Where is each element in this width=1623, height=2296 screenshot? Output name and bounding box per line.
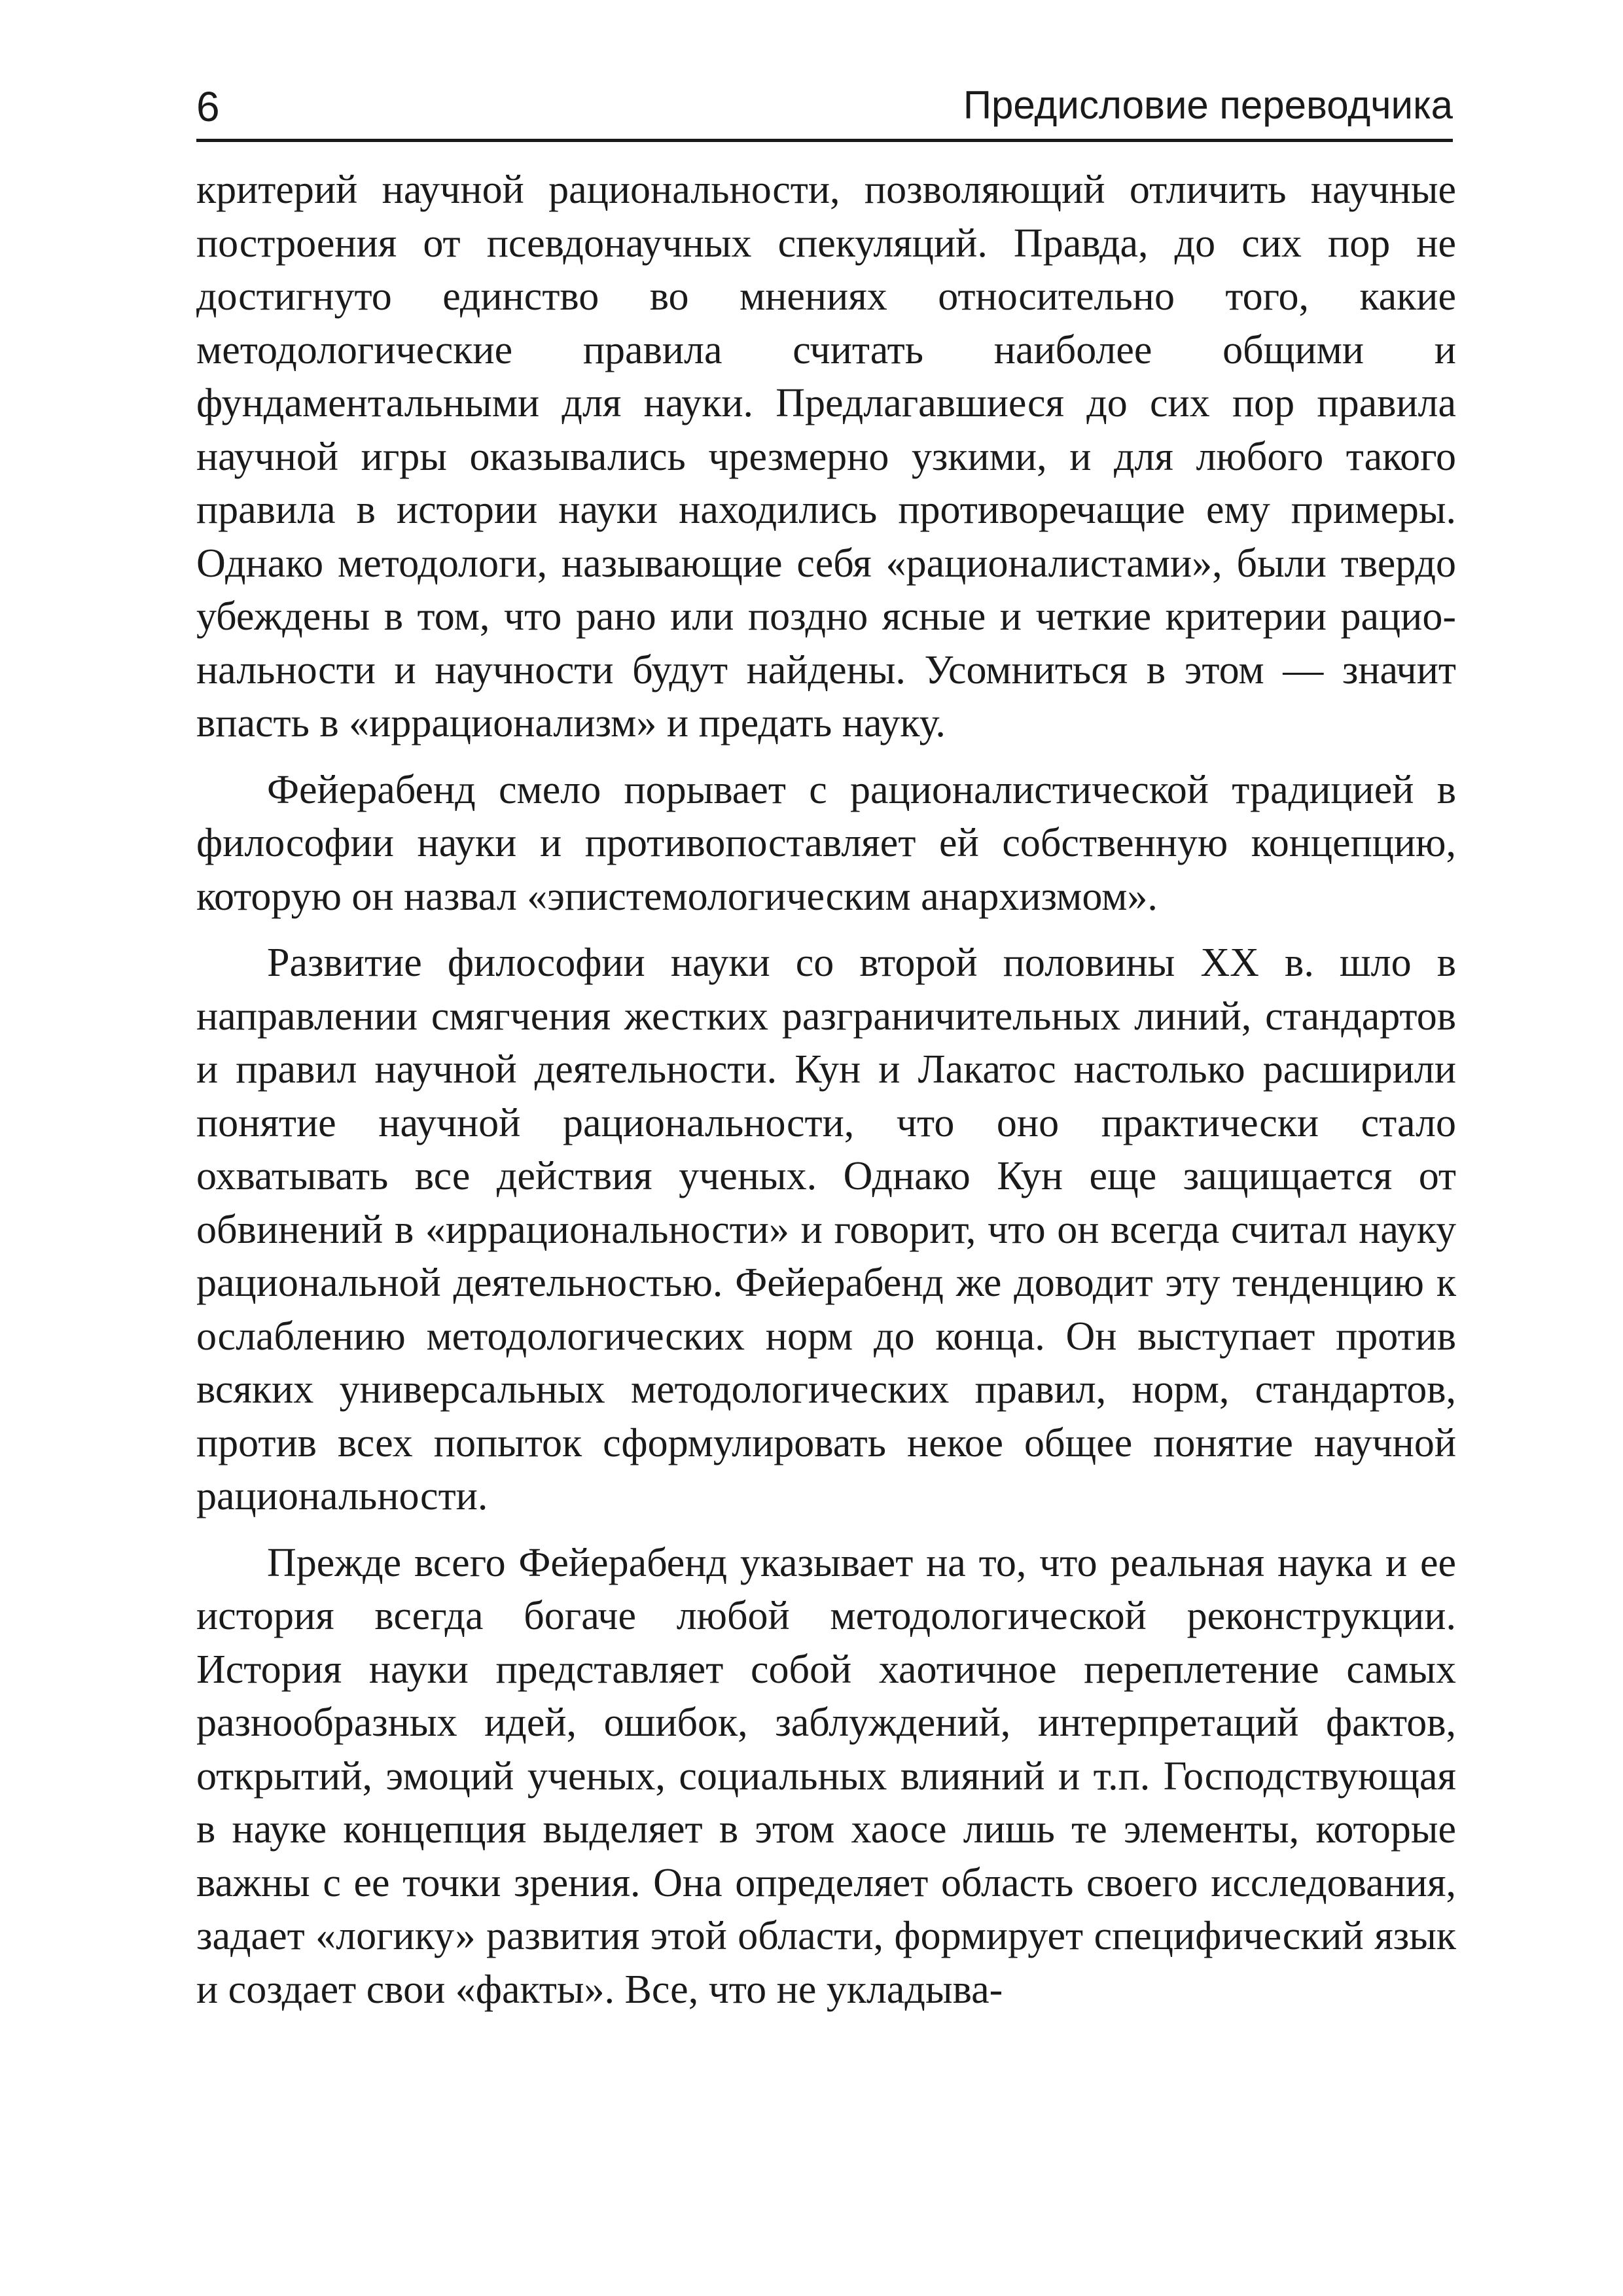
paragraph: Прежде всего Фейерабенд указывает на то, что реальная наука и ее история всегда богаче любой методологической реконструкции. История науки представляет собой хаотичное переплетение самых разнообразных идей, ошибок, заблуждений, интерпретаций фактов, открытий, эмоций ученых, социальных влияний и т.п. Господствующая в науке концепция выделяет в этом хаосе лишь те элементы, которые важны с ее точки зрения. Она определяет область своего исследования, задает «логику» развития этой области, формирует специфический язык и создает свои «факты». Все, что не укладыва- [196, 1540, 1456, 2012]
paragraph: критерий научной рациональности, позволяющий отличить научные построения от псевдонаучных спекуляций. Правда, до сих пор не достигнуто единство во мнениях относительно того, какие методологические правила считать наиболее общими и фундаментальными для науки. Предлагавшиеся до сих пор правила научной игры оказывались чрезмерно узкими, и для любого такого правила в истории науки находились противоречащие ему примеры. Однако методологи, называющие себя «рационалистами», были твердо убеждены в том, что рано или поздно ясные и четкие критерии рациональности и научности будут найдены. Усомниться в этом — значит впасть в «иррационализм» и предать науку. [196, 168, 1456, 745]
body-text [196, 164, 1456, 2030]
page-number: 6 [196, 83, 220, 130]
running-head: Предисловие переводчика [963, 83, 1453, 127]
header-rule [196, 139, 1453, 142]
paragraph: Фейерабенд смело порывает с рационалистической традицией в философии науки и противопоставляет ей собственную концепцию, которую он назвал «эпистемологическим анархизмом». [196, 767, 1456, 919]
paragraph: Развитие философии науки со второй половины XX в. шло в направлении смягчения жестких разграничительных линий, стандартов и правил научной деятельности. Кун и Лакатос настолько расширили понятие научной рациональности, что оно практически стало охватывать все действия ученых. Однако Кун еще защищается от обвинений в «иррациональности» и говорит, что он всегда считал науку рациональной деятельностью. Фейерабенд же доводит эту тенденцию к ослаблению методологических норм до конца. Он выступает против всяких универсальных методологических правил, норм, стандартов, против всех попыток сформулировать некое общее понятие научной рациональности. [196, 941, 1456, 1518]
